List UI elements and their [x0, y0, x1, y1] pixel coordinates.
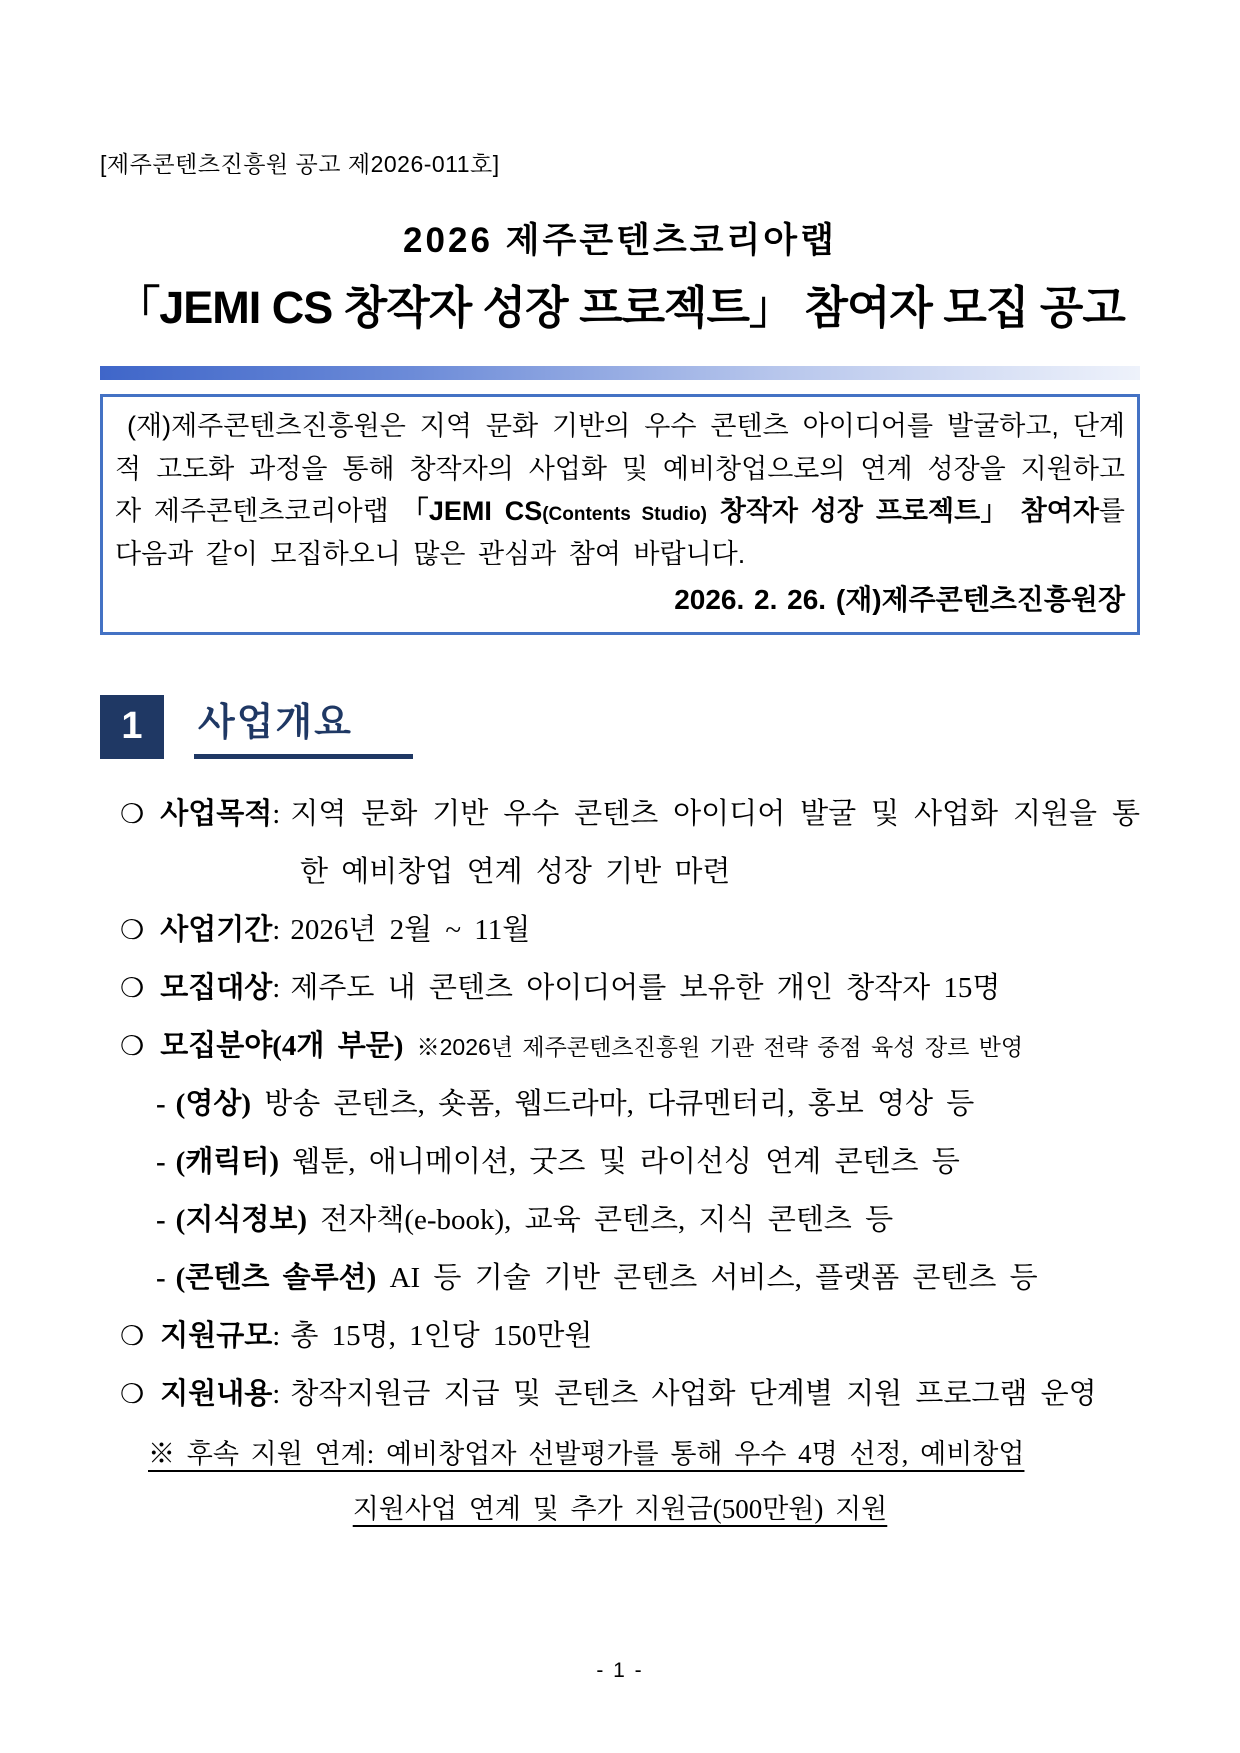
- dash-bullet-icon: -: [156, 1203, 166, 1236]
- followup-note: [100, 1427, 1140, 1538]
- sub-item-text: AI 등 기술 기반 콘텐츠 서비스, 플랫폼 콘텐츠 등: [389, 1261, 1038, 1294]
- item-label: 사업목적: [160, 797, 273, 830]
- page-subtitle: 「JEMI CS 창작자 성장 프로젝트」 참여자 모집 공고: [115, 282, 1125, 333]
- item-note: ※2026년 제주콘텐츠진흥원 기관 전략 중점 육성 장르 반영: [416, 1033, 1024, 1060]
- sub-item-text: 웹툰, 애니메이션, 굿즈 및 라이선싱 연계 콘텐츠 등: [292, 1145, 960, 1178]
- intro-project-name: 「JEMI CS: [401, 496, 543, 527]
- intro-paragraph: [115, 405, 1125, 576]
- dash-bullet-icon: -: [156, 1145, 166, 1178]
- sub-item-label: (영상): [175, 1087, 252, 1120]
- intro-participant-bold: 참여자: [1007, 496, 1099, 527]
- item-label: 모집대상: [160, 971, 273, 1004]
- item-separator: :: [272, 1319, 281, 1352]
- followup-text-1: ※ 후속 지원 연계: 예비창업자 선발평가를 통해 우수 4명 선정, 예비창업: [148, 1438, 1025, 1469]
- item-label: 지원규모: [160, 1319, 273, 1352]
- item-separator: :: [272, 971, 281, 1004]
- intro-project-name-end: 창작자 성장 프로젝트」: [706, 496, 1008, 527]
- sub-item-label: (지식정보): [175, 1203, 308, 1236]
- sub-item-label: (캐릭터): [175, 1145, 280, 1178]
- item-label: 모집분야(4개 부문): [160, 1029, 404, 1062]
- sub-item-text: 전자책(e-book), 교육 콘텐츠, 지식 콘텐츠 등: [320, 1203, 894, 1236]
- gradient-divider: [100, 366, 1140, 380]
- followup-text-2: 지원사업 연계 및 추가 지원금(500만원) 지원: [352, 1494, 888, 1525]
- item-text: 제주도 내 콘텐츠 아이디어를 보유한 개인 창작자 15명: [290, 971, 1001, 1004]
- document-content: [100, 0, 1140, 1538]
- overview-list: [100, 785, 1140, 1538]
- followup-line-2: [100, 1482, 1140, 1537]
- list-item-period: [100, 901, 1140, 959]
- section-1-badge: 1: [100, 695, 164, 759]
- followup-line-1: [100, 1427, 1140, 1482]
- page-title: 2026 제주콘텐츠코리아랩: [403, 221, 837, 260]
- circle-bullet-icon: ❍: [120, 798, 145, 829]
- list-item-target: [100, 959, 1140, 1017]
- item-text: 총 15명, 1인당 150만원: [290, 1319, 593, 1352]
- sub-item-knowledge: [100, 1191, 1140, 1249]
- item-separator: :: [272, 913, 281, 946]
- item-separator: :: [272, 1377, 281, 1410]
- dash-bullet-icon: -: [156, 1261, 166, 1294]
- sub-item-label: (콘텐츠 솔루션): [175, 1261, 377, 1294]
- list-item-scale: [100, 1307, 1140, 1365]
- section-1-title: 사업개요: [194, 691, 413, 759]
- item-text: 지역 문화 기반 우수 콘텐츠 아이디어 발굴 및 사업화 지원을 통한 예비창업 연계 성장 기반 마련: [290, 797, 1140, 888]
- list-item-support: [100, 1365, 1140, 1423]
- sub-item-solution: [100, 1249, 1140, 1307]
- intro-project-subtitle: (Contents Studio): [542, 504, 707, 526]
- item-label: 사업기간: [160, 913, 273, 946]
- list-item-purpose: [100, 785, 1140, 901]
- section-1-header: [100, 691, 1140, 759]
- item-text: 창작지원금 지급 및 콘텐츠 사업화 단계별 지원 프로그램 운영: [290, 1377, 1097, 1410]
- intro-text-start: (재)제주콘텐츠진흥원은 지역 문화 기반의 우수 콘텐츠 아이디어를 발굴하고, 단계적 고도화 과정을 통해 창작자의 사업화 및 예비창업으로의 연계 성장을 지원하고자 제주콘텐츠코리아랩: [115, 411, 1125, 527]
- intro-text-end: 를 다음과 같이 모집하오니 많은 관심과 참여 바랍니다.: [115, 496, 1126, 569]
- page-number: - 1 -: [596, 1659, 644, 1682]
- item-separator: :: [272, 797, 281, 830]
- circle-bullet-icon: ❍: [120, 972, 145, 1003]
- circle-bullet-icon: ❍: [120, 1030, 145, 1061]
- item-text: 2026년 2월 ~ 11월: [290, 913, 531, 946]
- intro-date: 2026. 2. 26. (재)제주콘텐츠진흥원장: [674, 583, 1125, 615]
- doc-number: [제주콘텐츠진흥원 공고 제2026-011호]: [100, 151, 500, 177]
- sub-item-character: [100, 1133, 1140, 1191]
- circle-bullet-icon: ❍: [120, 1320, 145, 1351]
- item-label: 지원내용: [160, 1377, 273, 1410]
- dash-bullet-icon: -: [156, 1087, 166, 1120]
- circle-bullet-icon: ❍: [120, 1378, 145, 1409]
- list-item-categories: [100, 1017, 1140, 1075]
- circle-bullet-icon: ❍: [120, 914, 145, 945]
- sub-item-video: [100, 1075, 1140, 1133]
- intro-box: [100, 394, 1140, 635]
- sub-item-text: 방송 콘텐츠, 숏폼, 웹드라마, 다큐멘터리, 홍보 영상 등: [264, 1087, 975, 1120]
